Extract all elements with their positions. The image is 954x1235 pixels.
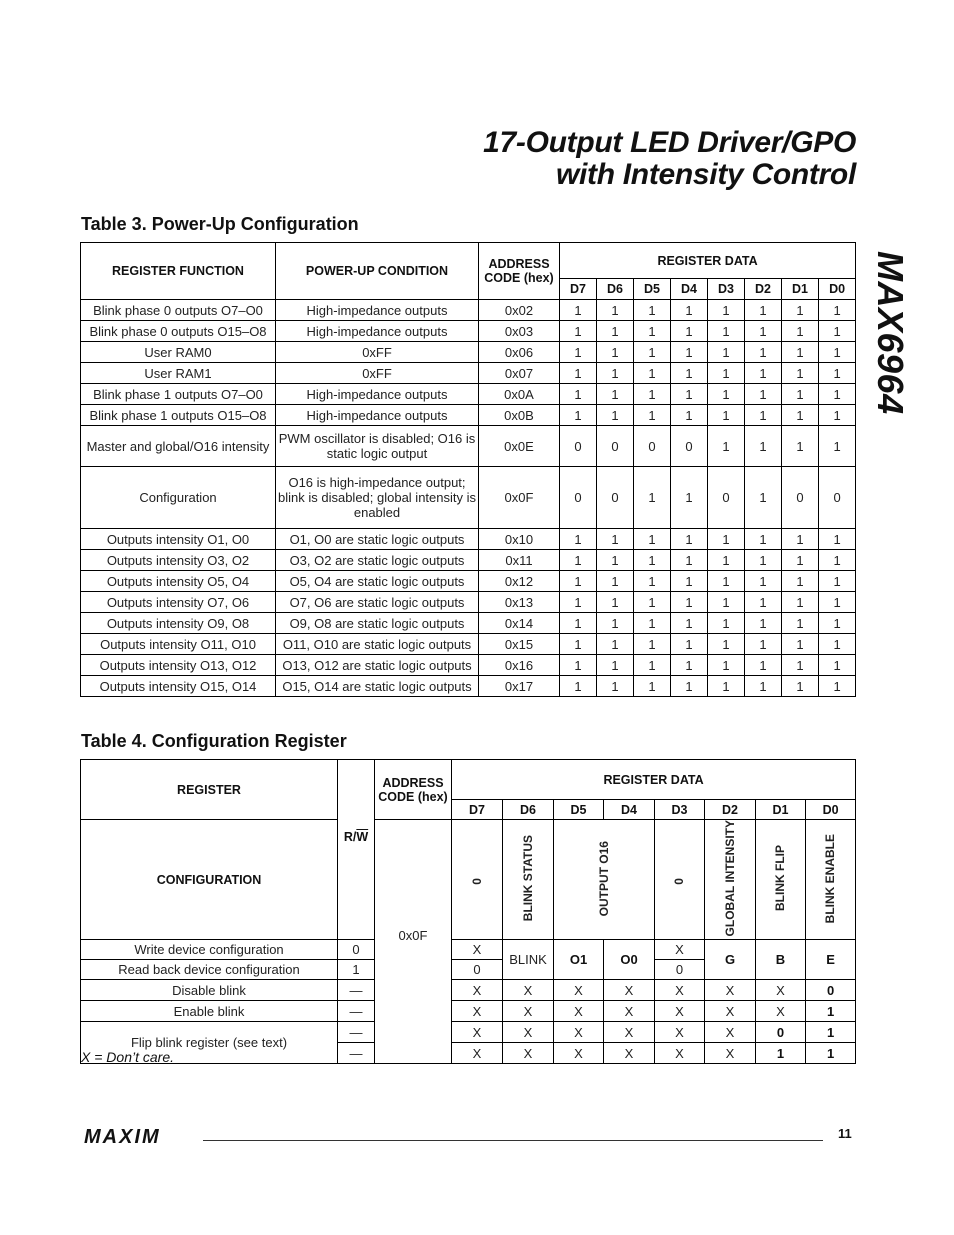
bit-name-d2: GLOBAL INTENSITY — [705, 820, 756, 940]
address-code: 0x16 — [479, 655, 560, 676]
bit-value: 1 — [708, 363, 745, 384]
header-bit-d7: D7 — [452, 800, 503, 820]
bit-value: 1 — [782, 634, 819, 655]
bit-value: 1 — [708, 592, 745, 613]
bit-value: 1 — [782, 384, 819, 405]
bit-value: X — [705, 1001, 756, 1022]
bit-value: X — [503, 1001, 554, 1022]
bit-value: 1 — [671, 321, 708, 342]
register-function: User RAM0 — [81, 342, 276, 363]
header-rw: $R/\overline{W}$ — [338, 820, 375, 940]
bit-value: X — [554, 980, 604, 1001]
address-code: 0x03 — [479, 321, 560, 342]
address-code: 0x07 — [479, 363, 560, 384]
register-function: Outputs intensity O15, O14 — [81, 676, 276, 697]
bit-value: 1 — [819, 426, 856, 467]
bit-value: 1 — [671, 613, 708, 634]
bit-value: 0 — [634, 426, 671, 467]
bit-value: 1 — [634, 342, 671, 363]
bit-name-d0: BLINK ENABLE — [806, 820, 856, 940]
header-address-code: ADDRESS CODE (hex) — [375, 760, 452, 820]
header-bit-d2: D2 — [745, 279, 782, 300]
bit-value: 1 — [708, 613, 745, 634]
bit-value: 1 — [671, 405, 708, 426]
bit-value: 1 — [560, 571, 597, 592]
bit-value: 1 — [782, 613, 819, 634]
bit-value: 1 — [708, 321, 745, 342]
bit-value: 1 — [560, 300, 597, 321]
bit-value: 0 — [708, 467, 745, 529]
table-row — [81, 634, 856, 655]
bit-value: 1 — [782, 676, 819, 697]
bit-value: 0 — [560, 426, 597, 467]
header-bit-d4: D4 — [604, 800, 655, 820]
bit-value: 1 — [782, 550, 819, 571]
page-title — [483, 127, 856, 191]
address-code: 0x12 — [479, 571, 560, 592]
bit-value: X — [655, 1043, 705, 1064]
header-register-function: REGISTER FUNCTION — [81, 243, 276, 300]
bit-value: 1 — [597, 676, 634, 697]
table-row — [81, 342, 856, 363]
power-up-condition: High-impedance outputs — [276, 405, 479, 426]
bit-value: 1 — [634, 613, 671, 634]
bit-value: 1 — [708, 426, 745, 467]
bit-value: 1 — [634, 550, 671, 571]
power-up-condition: High-impedance outputs — [276, 321, 479, 342]
bit-value: 1 — [560, 613, 597, 634]
power-up-condition: O5, O4 are static logic outputs — [276, 571, 479, 592]
bit-name-d3: 0 — [655, 820, 705, 940]
bit-value: 1 — [819, 405, 856, 426]
bit-value: 1 — [560, 342, 597, 363]
register-function: Outputs intensity O5, O4 — [81, 571, 276, 592]
bit-value: 1 — [671, 363, 708, 384]
bit-value: 1 — [634, 655, 671, 676]
bit-value: X — [554, 1001, 604, 1022]
header-bit-d2: D2 — [705, 800, 756, 820]
bit-value: 0 — [560, 467, 597, 529]
bit-value: 1 — [634, 405, 671, 426]
address-code: 0x06 — [479, 342, 560, 363]
register-function: Outputs intensity O7, O6 — [81, 592, 276, 613]
bit-value: 1 — [597, 634, 634, 655]
bit-value: 1 — [819, 550, 856, 571]
bit-value: 1 — [597, 321, 634, 342]
bit-value: 1 — [745, 592, 782, 613]
power-up-condition: O3, O2 are static logic outputs — [276, 550, 479, 571]
side-part-number: MAX6964 — [870, 251, 911, 415]
title-line-2: with Intensity Control — [555, 158, 856, 191]
bit-value: 1 — [597, 363, 634, 384]
bit-value: 1 — [634, 300, 671, 321]
register-function: Outputs intensity O11, O10 — [81, 634, 276, 655]
header-bit-d5: D5 — [554, 800, 604, 820]
bit-value: 0 — [782, 467, 819, 529]
bit-value: 1 — [819, 363, 856, 384]
table-row — [81, 321, 856, 342]
bit-value: X — [503, 980, 554, 1001]
bit-value: X — [655, 1001, 705, 1022]
register-function: Configuration — [81, 467, 276, 529]
table-row — [81, 613, 856, 634]
bit-value: 1 — [597, 571, 634, 592]
register-function: Master and global/O16 intensity — [81, 426, 276, 467]
bit-value: 1 — [819, 321, 856, 342]
bit-value: 1 — [634, 529, 671, 550]
bit-value: 1 — [819, 571, 856, 592]
register-function: User RAM1 — [81, 363, 276, 384]
header-register-data: REGISTER DATA — [560, 243, 856, 279]
header-configuration: CONFIGURATION — [81, 820, 338, 940]
bit-value: 1 — [708, 550, 745, 571]
table-row — [81, 300, 856, 321]
header-bit-d0: D0 — [806, 800, 856, 820]
bit-value: 1 — [819, 634, 856, 655]
bit-value: 1 — [560, 384, 597, 405]
bit-value: 1 — [597, 592, 634, 613]
read-d7: 0 — [452, 960, 503, 980]
bit-value: 1 — [708, 405, 745, 426]
bit-value: 1 — [782, 300, 819, 321]
bit-value: 1 — [560, 655, 597, 676]
power-up-condition: 0xFF — [276, 342, 479, 363]
rw-flip: — — [338, 1022, 375, 1043]
bit-value: X — [604, 1001, 655, 1022]
address-code: 0x10 — [479, 529, 560, 550]
bit-value: 1 — [745, 571, 782, 592]
bit-value: 1 — [806, 1043, 856, 1064]
bit-value: 1 — [671, 571, 708, 592]
bit-value: 1 — [597, 405, 634, 426]
address-code: 0x15 — [479, 634, 560, 655]
bit-value: X — [655, 1022, 705, 1043]
bit-value: 1 — [671, 529, 708, 550]
table-row — [81, 529, 856, 550]
rw-enable: — — [338, 1001, 375, 1022]
power-up-condition: High-impedance outputs — [276, 384, 479, 405]
bit-value: X — [705, 980, 756, 1001]
bit-value: 0 — [597, 426, 634, 467]
bit-value: 1 — [634, 384, 671, 405]
bit-value: 1 — [782, 426, 819, 467]
table-row — [81, 384, 856, 405]
register-function: Outputs intensity O9, O8 — [81, 613, 276, 634]
header-power-up-condition: POWER-UP CONDITION — [276, 243, 479, 300]
bit-value: 1 — [819, 529, 856, 550]
bit-value: 1 — [708, 676, 745, 697]
bit-value: 1 — [819, 342, 856, 363]
rw-disable: — — [338, 980, 375, 1001]
address-value: 0x0F — [375, 820, 452, 1064]
bit-value: X — [705, 1043, 756, 1064]
bit-value: 1 — [597, 613, 634, 634]
blink-status-value: BLINK — [503, 940, 554, 980]
bit-value: 1 — [634, 676, 671, 697]
header-bit-d4: D4 — [671, 279, 708, 300]
address-code: 0x0A — [479, 384, 560, 405]
bit-value: 1 — [708, 634, 745, 655]
row-label-enable: Enable blink — [81, 1001, 338, 1022]
bit-value: 0 — [806, 980, 856, 1001]
register-function: Outputs intensity O13, O12 — [81, 655, 276, 676]
bit-value: 1 — [782, 529, 819, 550]
bit-value: 0 — [597, 467, 634, 529]
address-code: 0x13 — [479, 592, 560, 613]
write-d7: X — [452, 940, 503, 960]
bit-value: 1 — [597, 529, 634, 550]
address-code: 0x0E — [479, 426, 560, 467]
table-row — [81, 405, 856, 426]
address-code: 0x11 — [479, 550, 560, 571]
bit-value: 1 — [560, 634, 597, 655]
register-function: Blink phase 1 outputs O15–O8 — [81, 405, 276, 426]
register-function: Blink phase 0 outputs O15–O8 — [81, 321, 276, 342]
o1-value: O1 — [554, 940, 604, 980]
bit-value: 1 — [671, 342, 708, 363]
rw-read: 1 — [338, 960, 375, 980]
maxim-logo: MAXIM — [84, 1126, 161, 1148]
register-function: Blink phase 0 outputs O7–O0 — [81, 300, 276, 321]
bit-value: 1 — [708, 529, 745, 550]
power-up-condition: O1, O0 are static logic outputs — [276, 529, 479, 550]
rw-flip-2: — — [338, 1043, 375, 1064]
bit-value: 1 — [708, 384, 745, 405]
power-up-condition: 0xFF — [276, 363, 479, 384]
rw-write: 0 — [338, 940, 375, 960]
bit-value: 1 — [671, 300, 708, 321]
power-up-condition: O7, O6 are static logic outputs — [276, 592, 479, 613]
bit-value: 1 — [756, 1043, 806, 1064]
header-bit-d6: D6 — [503, 800, 554, 820]
address-code: 0x14 — [479, 613, 560, 634]
address-code: 0x02 — [479, 300, 560, 321]
bit-value: X — [452, 1001, 503, 1022]
read-d3: 0 — [655, 960, 705, 980]
table-row — [81, 467, 856, 529]
header-bit-d6: D6 — [597, 279, 634, 300]
header-register: REGISTER — [81, 760, 338, 820]
header-bit-d0: D0 — [819, 279, 856, 300]
table-row — [81, 426, 856, 467]
table3-caption: Table 3. Power-Up Configuration — [81, 214, 359, 234]
page-number: 11 — [838, 1126, 852, 1141]
bit-value: 1 — [745, 321, 782, 342]
bit-value: 1 — [745, 529, 782, 550]
bit-value: 1 — [745, 655, 782, 676]
bit-value: 1 — [708, 571, 745, 592]
title-line-1: 17-Output LED Driver/GPO — [483, 126, 856, 159]
bit-value: 1 — [634, 363, 671, 384]
bit-value: 1 — [819, 592, 856, 613]
table4-caption: Table 4. Configuration Register — [81, 731, 347, 751]
bit-value: 1 — [708, 342, 745, 363]
bit-name-d1: BLINK FLIP — [756, 820, 806, 940]
table-row — [81, 676, 856, 697]
header-bit-d1: D1 — [782, 279, 819, 300]
table-row — [81, 571, 856, 592]
bit-value: 0 — [819, 467, 856, 529]
bit-value: 1 — [819, 655, 856, 676]
bit-value: X — [604, 1043, 655, 1064]
bit-name-d6: BLINK STATUS — [503, 820, 554, 940]
bit-value: 1 — [560, 321, 597, 342]
bit-value: X — [756, 980, 806, 1001]
bit-value: 1 — [782, 363, 819, 384]
bit-value: 1 — [708, 655, 745, 676]
bit-value: 1 — [597, 655, 634, 676]
bit-value: 1 — [634, 634, 671, 655]
bit-name-d7: 0 — [452, 820, 503, 940]
bit-value: 1 — [782, 321, 819, 342]
blink-enable-value: E — [806, 940, 856, 980]
power-up-condition: O9, O8 are static logic outputs — [276, 613, 479, 634]
power-up-condition: PWM oscillator is disabled; O16 is static logic output — [276, 426, 479, 467]
bit-value: 1 — [745, 363, 782, 384]
configuration-register-table — [80, 759, 856, 1064]
bit-value: 1 — [819, 384, 856, 405]
bit-value: 1 — [782, 655, 819, 676]
bit-value: X — [655, 980, 705, 1001]
bit-value: 1 — [560, 529, 597, 550]
bit-value: X — [604, 1022, 655, 1043]
bit-name-d5-d4: OUTPUT O16 — [554, 820, 655, 940]
bit-value: X — [452, 1022, 503, 1043]
bit-value: 1 — [745, 426, 782, 467]
row-label-read: Read back device configuration — [81, 960, 338, 980]
bit-value: 0 — [671, 426, 708, 467]
bit-value: X — [554, 1022, 604, 1043]
power-up-condition: High-impedance outputs — [276, 300, 479, 321]
bit-value: 1 — [597, 300, 634, 321]
bit-value: 1 — [597, 342, 634, 363]
power-up-condition: O15, O14 are static logic outputs — [276, 676, 479, 697]
table-row — [81, 592, 856, 613]
bit-value: 1 — [671, 676, 708, 697]
bit-value: 1 — [745, 384, 782, 405]
bit-value: X — [452, 980, 503, 1001]
bit-value: 1 — [671, 550, 708, 571]
bit-value: 1 — [597, 384, 634, 405]
o0-value: O0 — [604, 940, 655, 980]
bit-value: 1 — [634, 321, 671, 342]
bit-value: 1 — [671, 634, 708, 655]
address-code: 0x17 — [479, 676, 560, 697]
header-bit-d1: D1 — [756, 800, 806, 820]
address-code: 0x0F — [479, 467, 560, 529]
bit-value: 1 — [560, 676, 597, 697]
bit-value: X — [705, 1022, 756, 1043]
footer-rule — [203, 1140, 823, 1141]
bit-value: 1 — [819, 676, 856, 697]
dont-care-note: X = Don’t care. — [81, 1049, 174, 1065]
power-up-condition: O11, O10 are static logic outputs — [276, 634, 479, 655]
register-function: Blink phase 1 outputs O7–O0 — [81, 384, 276, 405]
bit-value: 1 — [819, 300, 856, 321]
table-row — [81, 363, 856, 384]
write-d3: X — [655, 940, 705, 960]
bit-value: X — [452, 1043, 503, 1064]
bit-value: 1 — [782, 405, 819, 426]
bit-value: 1 — [782, 571, 819, 592]
bit-value: 1 — [560, 592, 597, 613]
power-up-condition: O13, O12 are static logic outputs — [276, 655, 479, 676]
bit-value: 1 — [597, 550, 634, 571]
bit-value: X — [503, 1043, 554, 1064]
power-up-configuration-table — [80, 242, 856, 697]
header-register-data: REGISTER DATA — [452, 760, 856, 800]
bit-value: 1 — [806, 1001, 856, 1022]
bit-value: 1 — [745, 613, 782, 634]
bit-value: 1 — [745, 300, 782, 321]
bit-value: 1 — [671, 592, 708, 613]
bit-value: 1 — [745, 467, 782, 529]
bit-value: 1 — [708, 300, 745, 321]
bit-value: 1 — [806, 1022, 856, 1043]
bit-value: 1 — [819, 613, 856, 634]
header-bit-d3: D3 — [655, 800, 705, 820]
bit-value: 1 — [745, 676, 782, 697]
bit-value: 1 — [671, 655, 708, 676]
bit-value: 1 — [634, 592, 671, 613]
address-code: 0x0B — [479, 405, 560, 426]
bit-value: 1 — [560, 550, 597, 571]
header-bit-d5: D5 — [634, 279, 671, 300]
blink-flip-value: B — [756, 940, 806, 980]
header-bit-d7: D7 — [560, 279, 597, 300]
bit-value: X — [554, 1043, 604, 1064]
row-label-write: Write device configuration — [81, 940, 338, 960]
bit-value: X — [503, 1022, 554, 1043]
register-function: Outputs intensity O1, O0 — [81, 529, 276, 550]
header-rw-spacer — [338, 760, 375, 820]
bit-value: X — [604, 980, 655, 1001]
bit-value: 1 — [745, 634, 782, 655]
bit-value: 1 — [671, 384, 708, 405]
bit-value: 1 — [745, 342, 782, 363]
power-up-condition: O16 is high-impedance output; blink is disabled; global intensity is enabled — [276, 467, 479, 529]
bit-value: 1 — [634, 467, 671, 529]
bit-value: 0 — [756, 1022, 806, 1043]
bit-value: 1 — [782, 342, 819, 363]
global-intensity-value: G — [705, 940, 756, 980]
bit-value: X — [756, 1001, 806, 1022]
register-function: Outputs intensity O3, O2 — [81, 550, 276, 571]
bit-value: 1 — [671, 467, 708, 529]
bit-value: 1 — [560, 363, 597, 384]
bit-value: 1 — [745, 405, 782, 426]
bit-value: 1 — [782, 592, 819, 613]
bit-value: 1 — [560, 405, 597, 426]
row-label-disable: Disable blink — [81, 980, 338, 1001]
header-address-code: ADDRESS CODE (hex) — [479, 243, 560, 300]
header-bit-d3: D3 — [708, 279, 745, 300]
row-label-flip: Flip blink register (see text) — [81, 1022, 338, 1064]
table-row — [81, 655, 856, 676]
table-row — [81, 550, 856, 571]
bit-value: 1 — [745, 550, 782, 571]
bit-value: 1 — [634, 571, 671, 592]
